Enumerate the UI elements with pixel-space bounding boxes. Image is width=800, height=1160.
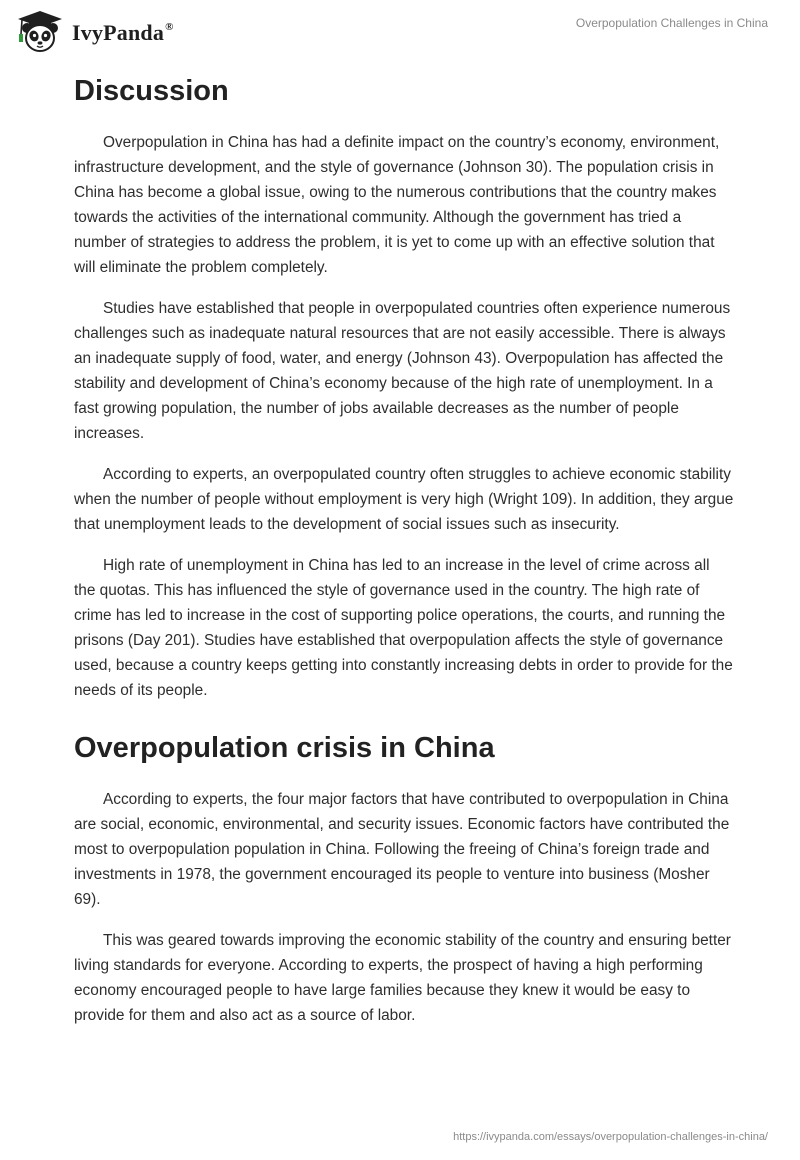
document-title: Overpopulation Challenges in China — [575, 16, 768, 30]
paragraph: High rate of unemployment in China has led to an increase in the level of crime across all the quotas. This has influenced the style of governance used in the country. The high rate of crime has led to increase in the cost of supporting police operations, the courts, and running the prisons (Day 201). Studies have established that overpopulation affects the style of governance used, because a country keeps getting into constantly increasing debts in order to provide for the needs of its people. — [74, 557, 733, 699]
brand-name: IvyPanda® — [72, 20, 174, 45]
source-url-link[interactable]: https://ivypanda.com/essays/overpopulation-challenges-in-china/ — [453, 1131, 768, 1143]
panda-graduate-icon — [14, 8, 66, 54]
paragraph: Overpopulation in China has had a definite impact on the country’s economy, environment, infrastructure development, and the style of governance (Johnson 30). The population crisis in China has become a global issue, owing to the numerous contributions that the country makes towards the activities of the international community. Although the government has tried a number of strategies to address the problem, it is yet to come up with an effective solution that will eliminate the problem completely. — [74, 134, 720, 276]
page-header — [0, 0, 800, 64]
paragraph: This was geared towards improving the economic stability of the country and ensuring better living standards for everyone. According to experts, the prospect of having a high performing economy encouraged people to have large families because they knew it would be easy to provide for them and also act as a source of labor. — [74, 932, 731, 1024]
ivypanda-logo[interactable] — [14, 8, 174, 54]
paragraph: According to experts, an overpopulated country often struggles to achieve economic stability when the number of people without employment is very high (Wright 109). In addition, they argue that unemployment leads to the development of social issues such as insecurity. — [74, 466, 734, 533]
essay-body — [74, 74, 734, 1044]
heading-overpopulation-crisis: Overpopulation crisis in China — [74, 732, 495, 764]
heading-discussion: Discussion — [74, 75, 229, 107]
paragraph: Studies have established that people in overpopulated countries often experience numerous challenges such as inadequate natural resources that are not easily accessible. There is always an inadequate supply of food, water, and energy (Johnson 43). Overpopulation has affected the stability and development of China’s economy because of the high rate of unemployment. In a fast growing population, the number of jobs available decreases as the number of people increases. — [74, 300, 731, 442]
paragraph: According to experts, the four major factors that have contributed to overpopulation in China are social, economic, environmental, and security issues. Economic factors have contributed the most to overpopulation population in China. Following the freeing of China’s foreign trade and investments in 1978, the government encouraged its people to venture into business (Mosher 69). — [74, 791, 730, 908]
